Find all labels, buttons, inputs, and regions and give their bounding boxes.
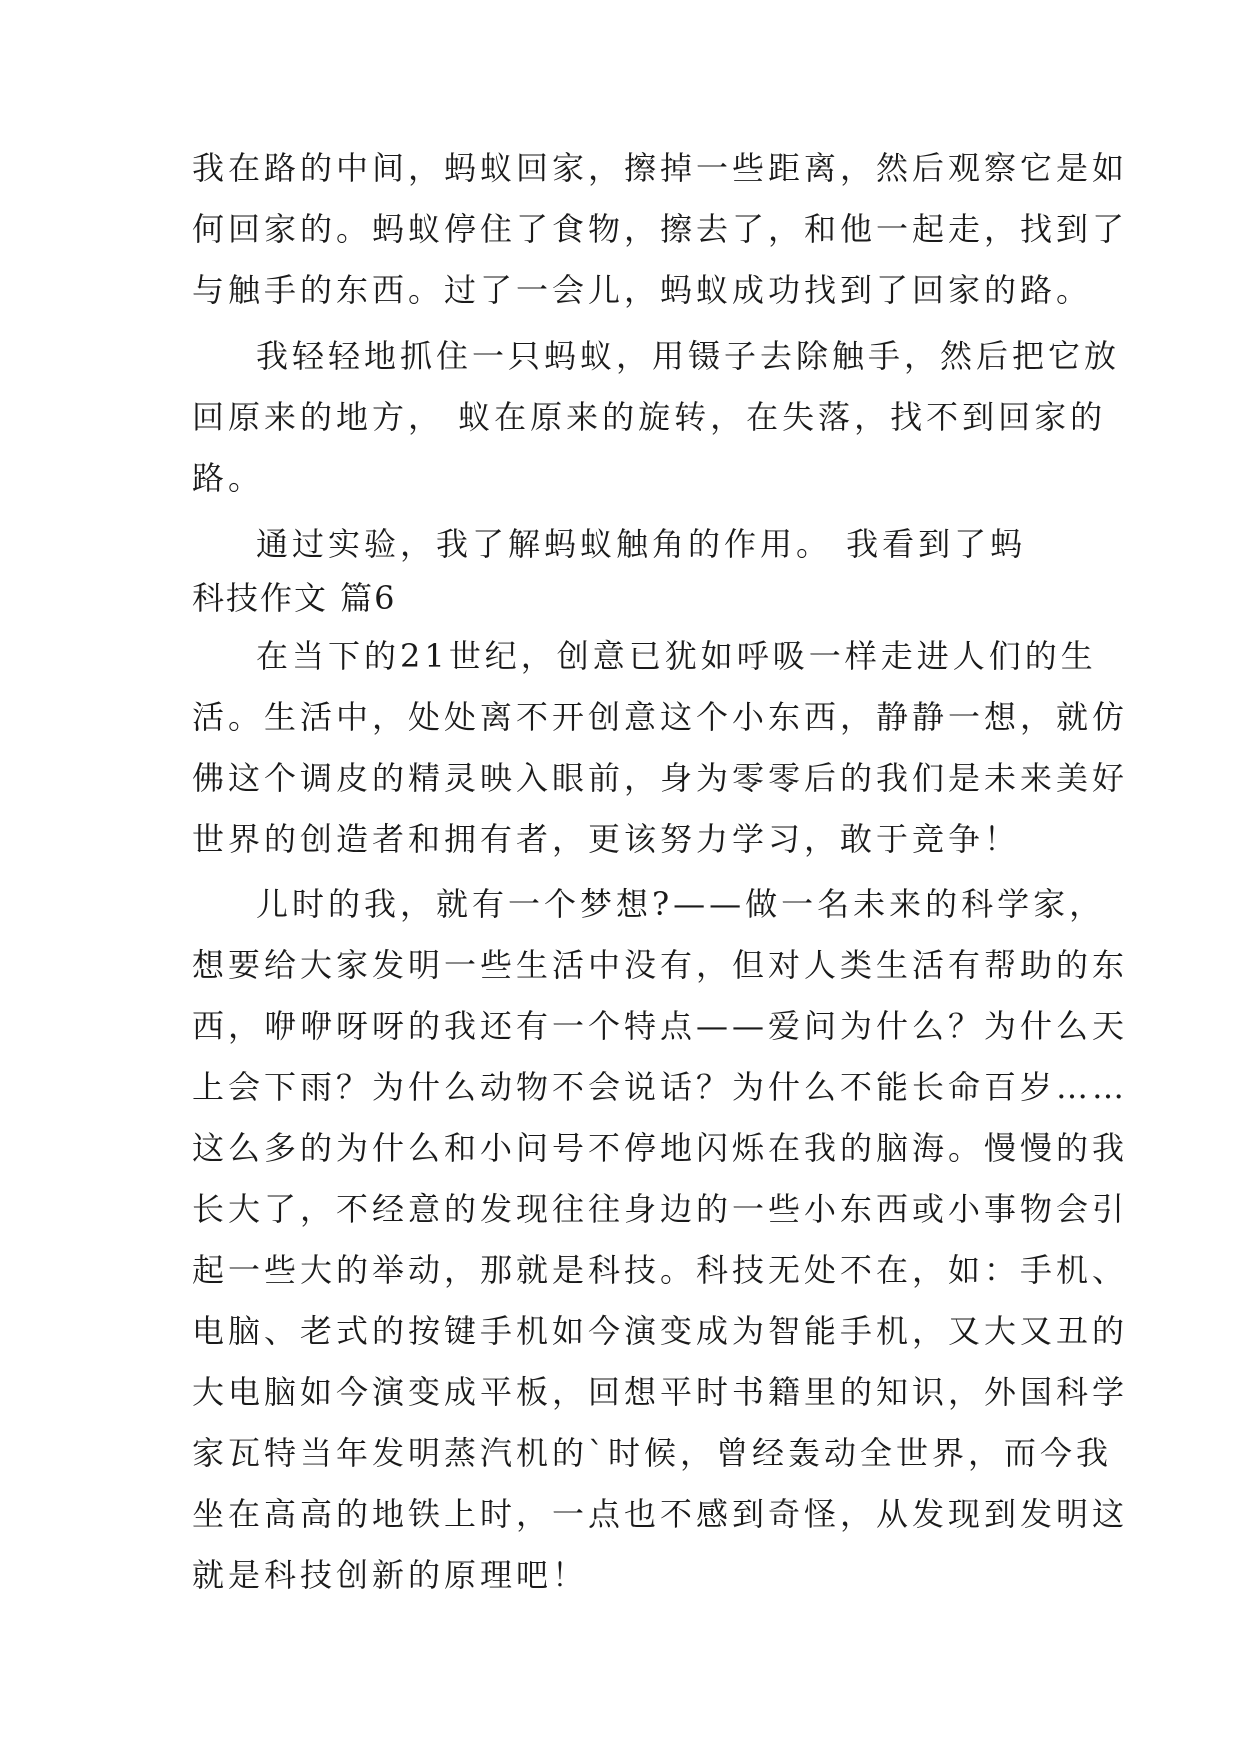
- text-line: 想要给大家发明一些生活中没有，但对人类生活有帮助的东: [192, 946, 1129, 984]
- text-line: 大电脑如今演变成平板，回想平时书籍里的知识，外国科学: [192, 1373, 1129, 1411]
- text-line: 回原来的地方， 蚁在原来的旋转，在失落，找不到回家的: [192, 398, 1107, 436]
- text-line: 长大了，不经意的发现往往身边的一些小东西或小事物会引: [192, 1190, 1129, 1228]
- text-line: 就是科技创新的原理吧！: [192, 1556, 589, 1594]
- text-line: 佛这个调皮的精灵映入眼前，身为零零后的我们是未来美好: [192, 759, 1129, 797]
- text-line: 西，咿咿呀呀的我还有一个特点——爱问为什么？为什么天: [192, 1007, 1129, 1045]
- text-line: 活。生活中，处处离不开创意这个小东西，静静一想，就仿: [192, 698, 1129, 736]
- text-line: 与触手的东西。过了一会儿，蚂蚁成功找到了回家的路。: [192, 271, 1093, 309]
- text-line: 电脑、老式的按键手机如今演变成为智能手机，又大又丑的: [192, 1312, 1129, 1350]
- paragraph-start-line: 通过实验，我了解蚂蚁触角的作用。 我看到了蚂: [256, 525, 1027, 563]
- text-line: 这么多的为什么和小问号不停地闪烁在我的脑海。慢慢的我: [192, 1129, 1129, 1167]
- text-line: 路。: [192, 459, 265, 497]
- paragraph-start-line: 儿时的我，就有一个梦想?——做一名未来的科学家，: [256, 885, 1106, 923]
- text-line: 坐在高高的地铁上时，一点也不感到奇怪，从发现到发明这: [192, 1495, 1129, 1533]
- text-line: 起一些大的举动，那就是科技。科技无处不在，如：手机、: [192, 1251, 1129, 1289]
- text-line: 家瓦特当年发明蒸汽机的`时候，曾经轰动全世界，而今我: [192, 1434, 1113, 1472]
- text-line: 上会下雨？为什么动物不会说话？为什么不能长命百岁……: [192, 1068, 1129, 1106]
- text-line: 世界的创造者和拥有者，更该努力学习，敢于竞争！: [192, 820, 1021, 858]
- text-line: 何回家的。蚂蚁停住了食物，擦去了，和他一起走，找到了: [192, 210, 1129, 248]
- text-line: 我在路的中间，蚂蚁回家，擦掉一些距离，然后观察它是如: [192, 149, 1129, 187]
- section-heading: 科技作文 篇6: [192, 579, 397, 617]
- paragraph-start-line: 在当下的21世纪，创意已犹如呼吸一样走进人们的生: [256, 637, 1097, 675]
- paragraph-start-line: 我轻轻地抓住一只蚂蚁，用镊子去除触手，然后把它放: [256, 337, 1121, 375]
